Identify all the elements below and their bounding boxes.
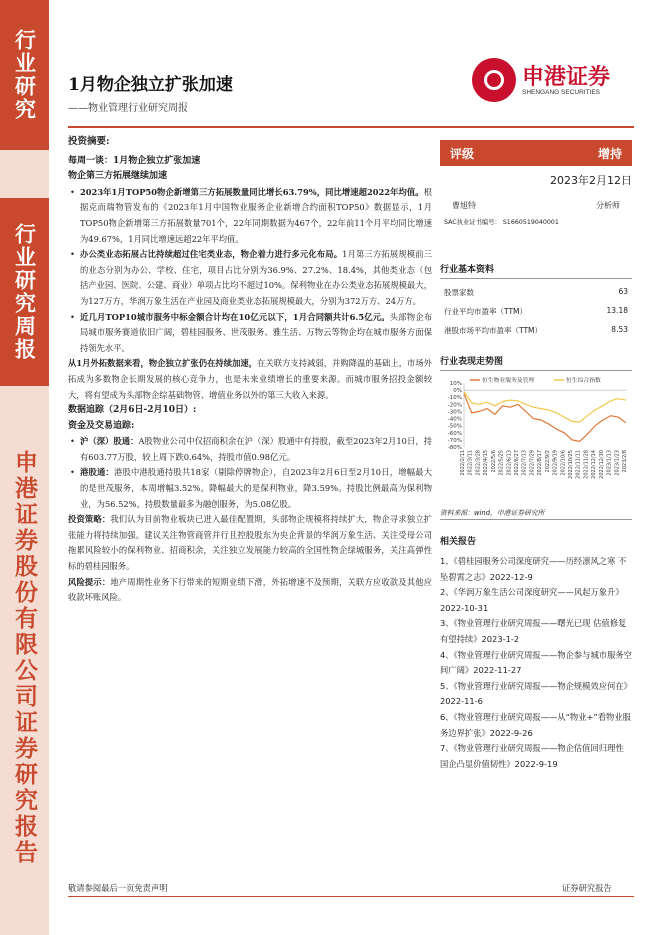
page-subtitle: ——物业管理行业研究周报 bbox=[68, 103, 188, 114]
analyst-role: 分析师 bbox=[596, 201, 620, 210]
strategy-text: 我们认为目前物业板块已进入最佳配置期，头部物企规模将持续扩大，物企寻求独立扩张能力将持续加强。建议关注物管商管并行且控股股东为央企背景的华润万象生活、关注受母公司拖累风险较小的保利物业、招商积余，关注独立发展能力较高的全国性物企绿城服务，关注高弹性标的碧桂园服务。 bbox=[68, 514, 432, 572]
basic-info-heading: 行业基本资料 bbox=[440, 262, 632, 279]
x-tick-label: 2023/1/13 bbox=[606, 450, 613, 476]
legend-label: 恒生物业服务及管理 bbox=[482, 378, 535, 384]
related-heading: 相关报告 bbox=[440, 537, 477, 547]
footer-divider bbox=[68, 896, 634, 897]
basic-info-label: 行业平均市盈率（TTM） bbox=[444, 307, 528, 316]
bullet-2 bbox=[68, 247, 432, 309]
x-tick-label: 2023/1/23 bbox=[614, 450, 621, 476]
bullet-2-bold: 办公类业态拓展占比持续超过住宅类业态，物企着力进行多元化布局。 bbox=[80, 249, 343, 260]
bullet-3-bold: 近几月TOP10城市服务中标金额合计均在10亿元以下，1月合同额共计6.5亿元。 bbox=[80, 311, 390, 322]
bullet-1-text: 根据克而瑞物管发布的《2023年1月中国物业服务企业新增合约面积TOP50》数据显示，1月TOP50物企新增第三方拓展数量701个，22年同期数据为467个，22年前11个月平均同比增速为49.67%，1月同比增速远超22年平均值。 bbox=[80, 186, 432, 244]
x-tick-label: 2022/4/15 bbox=[483, 450, 490, 476]
sh-connect-bold: 沪（深）股通： bbox=[80, 436, 139, 447]
x-tick-label: 2022/12/14 bbox=[591, 450, 598, 479]
x-tick-label: 2022/3/28 bbox=[475, 450, 482, 476]
analyst-row bbox=[440, 200, 632, 211]
bullet-3-text: 头部物企布局城市服务赛道依旧广阔，碧桂园服务、世茂服务、雅生活、万物云等物企均在城市服务方面保持领先水平。 bbox=[80, 311, 432, 353]
series-line bbox=[464, 394, 626, 442]
y-tick-label: -60% bbox=[447, 430, 462, 437]
logo-en-text: SHENGANG SECURITIES bbox=[522, 89, 601, 96]
legend-label: 恒生综合指数 bbox=[566, 378, 601, 384]
x-tick-label: 2022/10/6 bbox=[560, 450, 567, 476]
tracking-heading: 数据追踪（2月6日-2月10日）: bbox=[68, 405, 197, 416]
x-tick-label: 2022/2/11 bbox=[460, 450, 466, 476]
risk-text: 地产周期性业务下行带来的短期业绩下滑，外拓增速不及预期，关联方应收款及其他应收款坏账风险。 bbox=[68, 576, 432, 603]
x-tick-label: 2022/7/29 bbox=[529, 450, 536, 476]
basic-info-label: 股票家数 bbox=[444, 288, 474, 297]
sac-label: SAC执业证书编号： bbox=[444, 219, 501, 226]
header-divider bbox=[68, 126, 634, 128]
logo-cn-text: 申港证券 bbox=[522, 65, 611, 90]
related-item[interactable]: 7、《物业管理行业研究周报——物企估值回归理性 国企凸显价值韧性》2022-9-19 bbox=[440, 743, 624, 769]
risk-bold: 风险提示： bbox=[68, 576, 111, 587]
x-tick-label: 2022/9/19 bbox=[552, 450, 559, 476]
y-tick-label: 0% bbox=[453, 388, 462, 395]
chart-heading: 行业表现走势图 bbox=[440, 354, 632, 371]
x-tick-label: 2023/2/8 bbox=[622, 450, 628, 473]
footer-disclaimer: 敬请参阅最后一页免责声明 bbox=[68, 883, 168, 893]
sidebar-industry-research bbox=[0, 0, 49, 150]
basic-info-row bbox=[440, 287, 632, 298]
related-item[interactable]: 1、《碧桂园服务公司深度研究——历经凛风之寒 不坠碧霄之志》2022-12-9 bbox=[440, 556, 627, 582]
bullet-sh-connect bbox=[68, 434, 432, 465]
bullet-hk-connect bbox=[68, 465, 432, 512]
paragraph-4 bbox=[68, 356, 432, 403]
paragraph-4-text: 在关联方支持减弱，并购降温的基础上，市场外拓成为多数物企长期发展的核心竞争力，也是未来业绩增长的重要来源。而城市服务招投金额较大，将有望成为头部物企综基础物管、增值业务以外的第三大收入来源。 bbox=[68, 358, 432, 400]
y-tick-label: -10% bbox=[447, 395, 462, 402]
sh-connect-text: A股物业公司中仅招商积余在沪（深）股通中有持股，截至2023年2月10日，持有603.77万股，较上周下跌0.64%，持股市值0.98亿元。 bbox=[80, 436, 432, 462]
x-tick-label: 2022/3/11 bbox=[467, 450, 474, 476]
rating-box bbox=[440, 140, 632, 166]
x-tick-label: 2022/11/11 bbox=[575, 450, 582, 479]
bullet-1 bbox=[68, 185, 432, 247]
x-tick-label: 2022/5/25 bbox=[498, 450, 505, 476]
analyst-name: 曹旭特 bbox=[452, 201, 476, 210]
strategy-bold: 投资策略： bbox=[68, 514, 111, 525]
weekly-title: 每周一谈：1月物企独立扩张加速 bbox=[68, 155, 201, 166]
abstract-column bbox=[68, 134, 432, 606]
paragraph-4-bold: 从1月外拓数据来看，物企独立扩张仍在持续加速， bbox=[68, 358, 258, 369]
risk-paragraph bbox=[68, 575, 432, 606]
bullet-2-text: 1月第三方拓展规模前三的业态分别为办公、学校、住宅，项目占比分别为36.9%、27.2%、18.4%，其他类业态（包括产业园、医院、公建、商业）单项占比均不超过10%。保利物业在办公类业态拓展规模最大，为127万方，华润万象生活在产业园及商业类业态拓展规模最大，分别为372万方、24万方。 bbox=[80, 249, 432, 306]
y-tick-label: -40% bbox=[447, 416, 462, 423]
y-tick-label: 10% bbox=[449, 381, 462, 387]
related-item[interactable]: 2、《华润万象生活公司深度研究——风起万象升》2022-10-31 bbox=[440, 587, 624, 613]
y-tick-label: -20% bbox=[447, 402, 462, 409]
strategy-paragraph bbox=[68, 512, 432, 574]
rating-label: 评级 bbox=[450, 146, 475, 161]
x-tick-label: 2022/9/2 bbox=[544, 450, 551, 473]
y-tick-label: -70% bbox=[447, 437, 462, 444]
x-tick-label: 2022/11/28 bbox=[583, 450, 590, 479]
abstract-heading: 投资摘要: bbox=[68, 136, 110, 147]
y-tick-label: -30% bbox=[447, 409, 462, 416]
chart-source: 资料来源：wind，申港证券研究所 bbox=[440, 507, 632, 520]
y-tick-label: -80% bbox=[447, 445, 462, 451]
y-tick-label: -50% bbox=[447, 423, 462, 430]
x-tick-label: 2022/8/17 bbox=[537, 450, 544, 476]
sidebar-bottom-label: 申港证券股份有限公司证券研究报告 bbox=[11, 450, 37, 866]
sub-heading: 物企第三方拓展继续加速 bbox=[68, 171, 168, 182]
sac-line bbox=[440, 217, 632, 226]
page-title: 1月物企独立扩张加速 bbox=[68, 75, 233, 95]
sidebar-company-name bbox=[0, 428, 49, 888]
x-tick-label: 2022/7/13 bbox=[521, 450, 528, 476]
x-tick-label: 2022/6/27 bbox=[514, 450, 520, 476]
sidebar-top-label: 行业研究 bbox=[12, 29, 37, 121]
logo-icon bbox=[472, 58, 516, 102]
related-item[interactable]: 4、《物业管理行业研究周报——物企参与城市服务空间广阔》2022-11-27 bbox=[440, 649, 632, 676]
x-tick-label: 2022/5/6 bbox=[490, 450, 497, 473]
related-item[interactable]: 5、《物业管理行业研究周报——物企规模效应何在》2022-11-6 bbox=[440, 680, 632, 707]
bullet-1-bold: 2023年1月TOP50物企新增第三方拓展数量同比增长63.79%，同比增速超2022年均值。 bbox=[80, 186, 424, 197]
basic-info-value: 13.18 bbox=[606, 306, 628, 315]
footer-label: 证券研究报告 bbox=[562, 883, 612, 893]
performance-chart bbox=[440, 375, 632, 503]
basic-info-row bbox=[440, 306, 632, 317]
basic-info-label: 港股市场平均市盈率（TTM） bbox=[444, 326, 543, 335]
bullet-3 bbox=[68, 310, 432, 357]
sidebar-mid-label: 行业研究周报 bbox=[12, 223, 37, 361]
sidebar-weekly-report bbox=[0, 198, 49, 386]
x-tick-label: 2022/12/30 bbox=[598, 450, 605, 479]
flow-heading: 资金及交易追踪: bbox=[68, 420, 135, 431]
x-tick-label: 2022/6/13 bbox=[506, 450, 513, 476]
info-column bbox=[440, 140, 632, 772]
sidebar bbox=[0, 0, 49, 935]
hk-connect-text: 港股中港股通持股共18家（剔除停牌物企），自2023年2月6日至2月10日，增幅最大的是世茂服务，本周增幅3.52%。降幅最大的是保利物业，降3.59%。持股比例最高为保利物业，为56.52%。持股数量最多为融创服务，为5.08亿股。 bbox=[80, 467, 432, 509]
hk-connect-bold: 港股通： bbox=[80, 467, 114, 478]
x-tick-label: 2022/10/25 bbox=[568, 450, 574, 479]
related-item[interactable]: 3、《物业管理行业研究周报——曙光已现 估值修复有望持续》2023-1-2 bbox=[440, 618, 627, 644]
sac-number: S1660519040001 bbox=[502, 219, 559, 226]
basic-info-row bbox=[440, 325, 632, 336]
performance-chart-svg bbox=[440, 375, 632, 499]
basic-info-value: 8.53 bbox=[611, 325, 628, 334]
related-list bbox=[440, 554, 632, 772]
rating-value: 增持 bbox=[597, 146, 622, 161]
report-date: 2023年2月12日 bbox=[550, 174, 632, 187]
related-item[interactable]: 6、《物业管理行业研究周报——从“物业+”看物业服务边界扩张》2022-9-26 bbox=[440, 711, 631, 738]
brand-logo bbox=[472, 58, 632, 104]
basic-info-value: 63 bbox=[618, 287, 628, 296]
series-line bbox=[464, 392, 626, 423]
